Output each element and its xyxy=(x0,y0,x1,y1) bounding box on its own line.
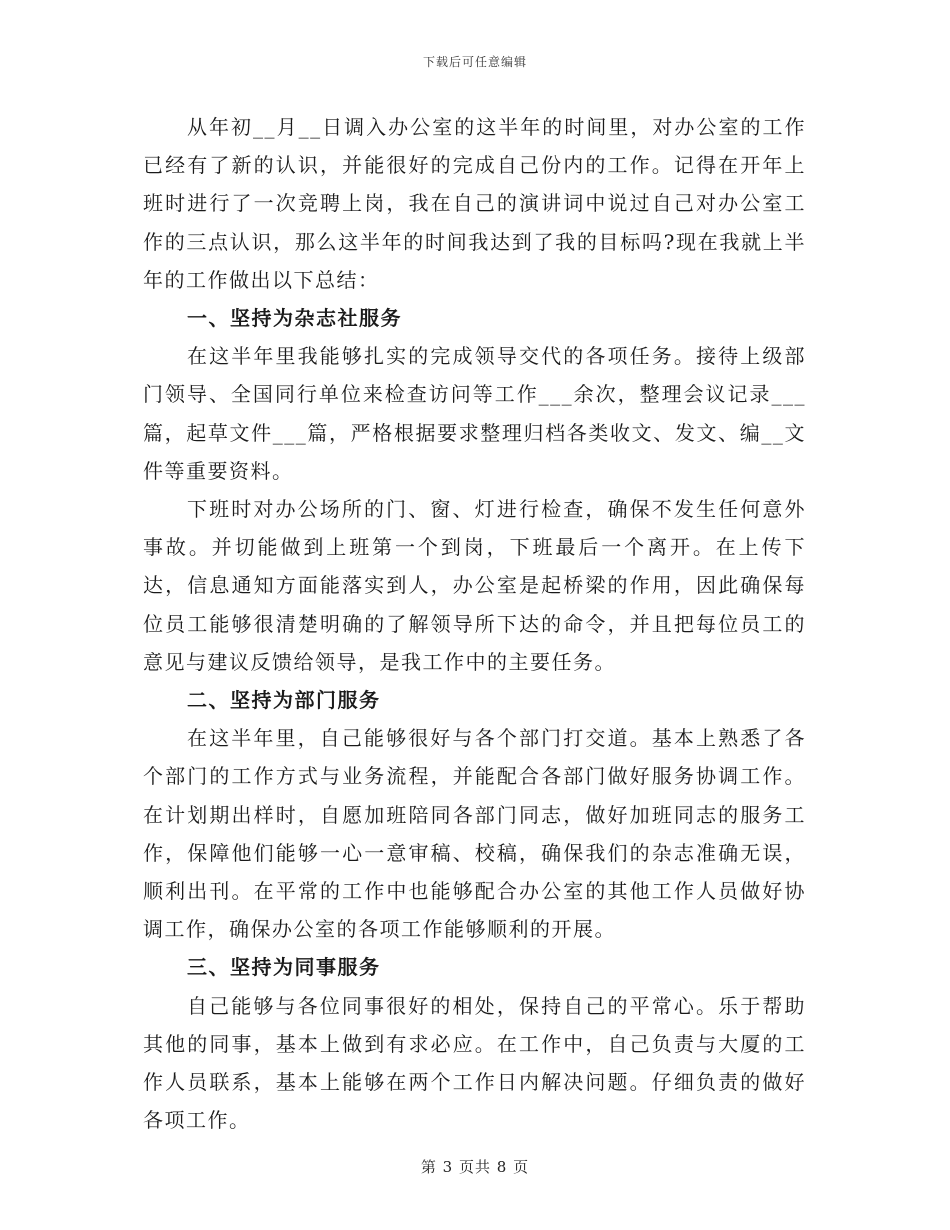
section-1-paragraph-2: 下班时对办公场所的门、窗、灯进行检查，确保不发生任何意外事故。并切能做到上班第一个到岗，下班最后一个离开。在上传下达，信息通知方面能落实到人，办公室是起桥梁的作用，因此确保每位员工能够很清楚明确的了解领导所下达的命令，并且把每位员工的意见与建议反馈给领导，是我工作中的主要任务。 xyxy=(143,497,806,674)
page-header: 下载后可任意编辑 xyxy=(422,55,527,69)
section-1-paragraph-1: 在这半年里我能够扎实的完成领导交代的各项任务。接待上级部门领导、全国同行单位来检查访问等工作___余次，整理会议记录___篇，起草文件___篇，严格根据要求整理归档各类收文、发文、编__文件等重要资料。 xyxy=(143,344,806,483)
section-2-paragraph-1: 在这半年里，自己能够很好与各个部门打交道。基本上熟悉了各个部门的工作方式与业务流程，并能配合各部门做好服务协调工作。在计划期出样时，自愿加班陪同各部门同志，做好加班同志的服务工作，保障他们能够一心一意审稿、校稿，确保我们的杂志准确无误，顺利出刊。在平常的工作中也能够配合办公室的其他工作人员做好协调工作，确保办公室的各项工作能够顺利的开展。 xyxy=(143,726,806,942)
document-body xyxy=(143,108,806,1139)
section-2-heading: 二、坚持为部门服务 xyxy=(187,688,381,713)
section-3-heading: 三、坚持为同事服务 xyxy=(187,955,381,980)
section-1-heading: 一、坚持为杂志社服务 xyxy=(187,306,402,331)
intro-paragraph: 从年初__月__日调入办公室的这半年的时间里，对办公室的工作已经有了新的认识，并能很好的完成自己份内的工作。记得在开年上班时进行了一次竞聘上岗，我在自己的演讲词中说过自己对办公室工作的三点认识，那么这半年的时间我达到了我的目标吗?现在我就上半年的工作做出以下总结： xyxy=(143,115,806,292)
page-footer: 第 3 页共 8 页 xyxy=(420,1158,530,1176)
section-3-paragraph-1: 自己能够与各位同事很好的相处，保持自己的平常心。乐于帮助其他的同事，基本上做到有求必应。在工作中，自己负责与大厦的工作人员联系，基本上能够在两个工作日内解决问题。仔细负责的做好各项工作。 xyxy=(143,993,806,1133)
